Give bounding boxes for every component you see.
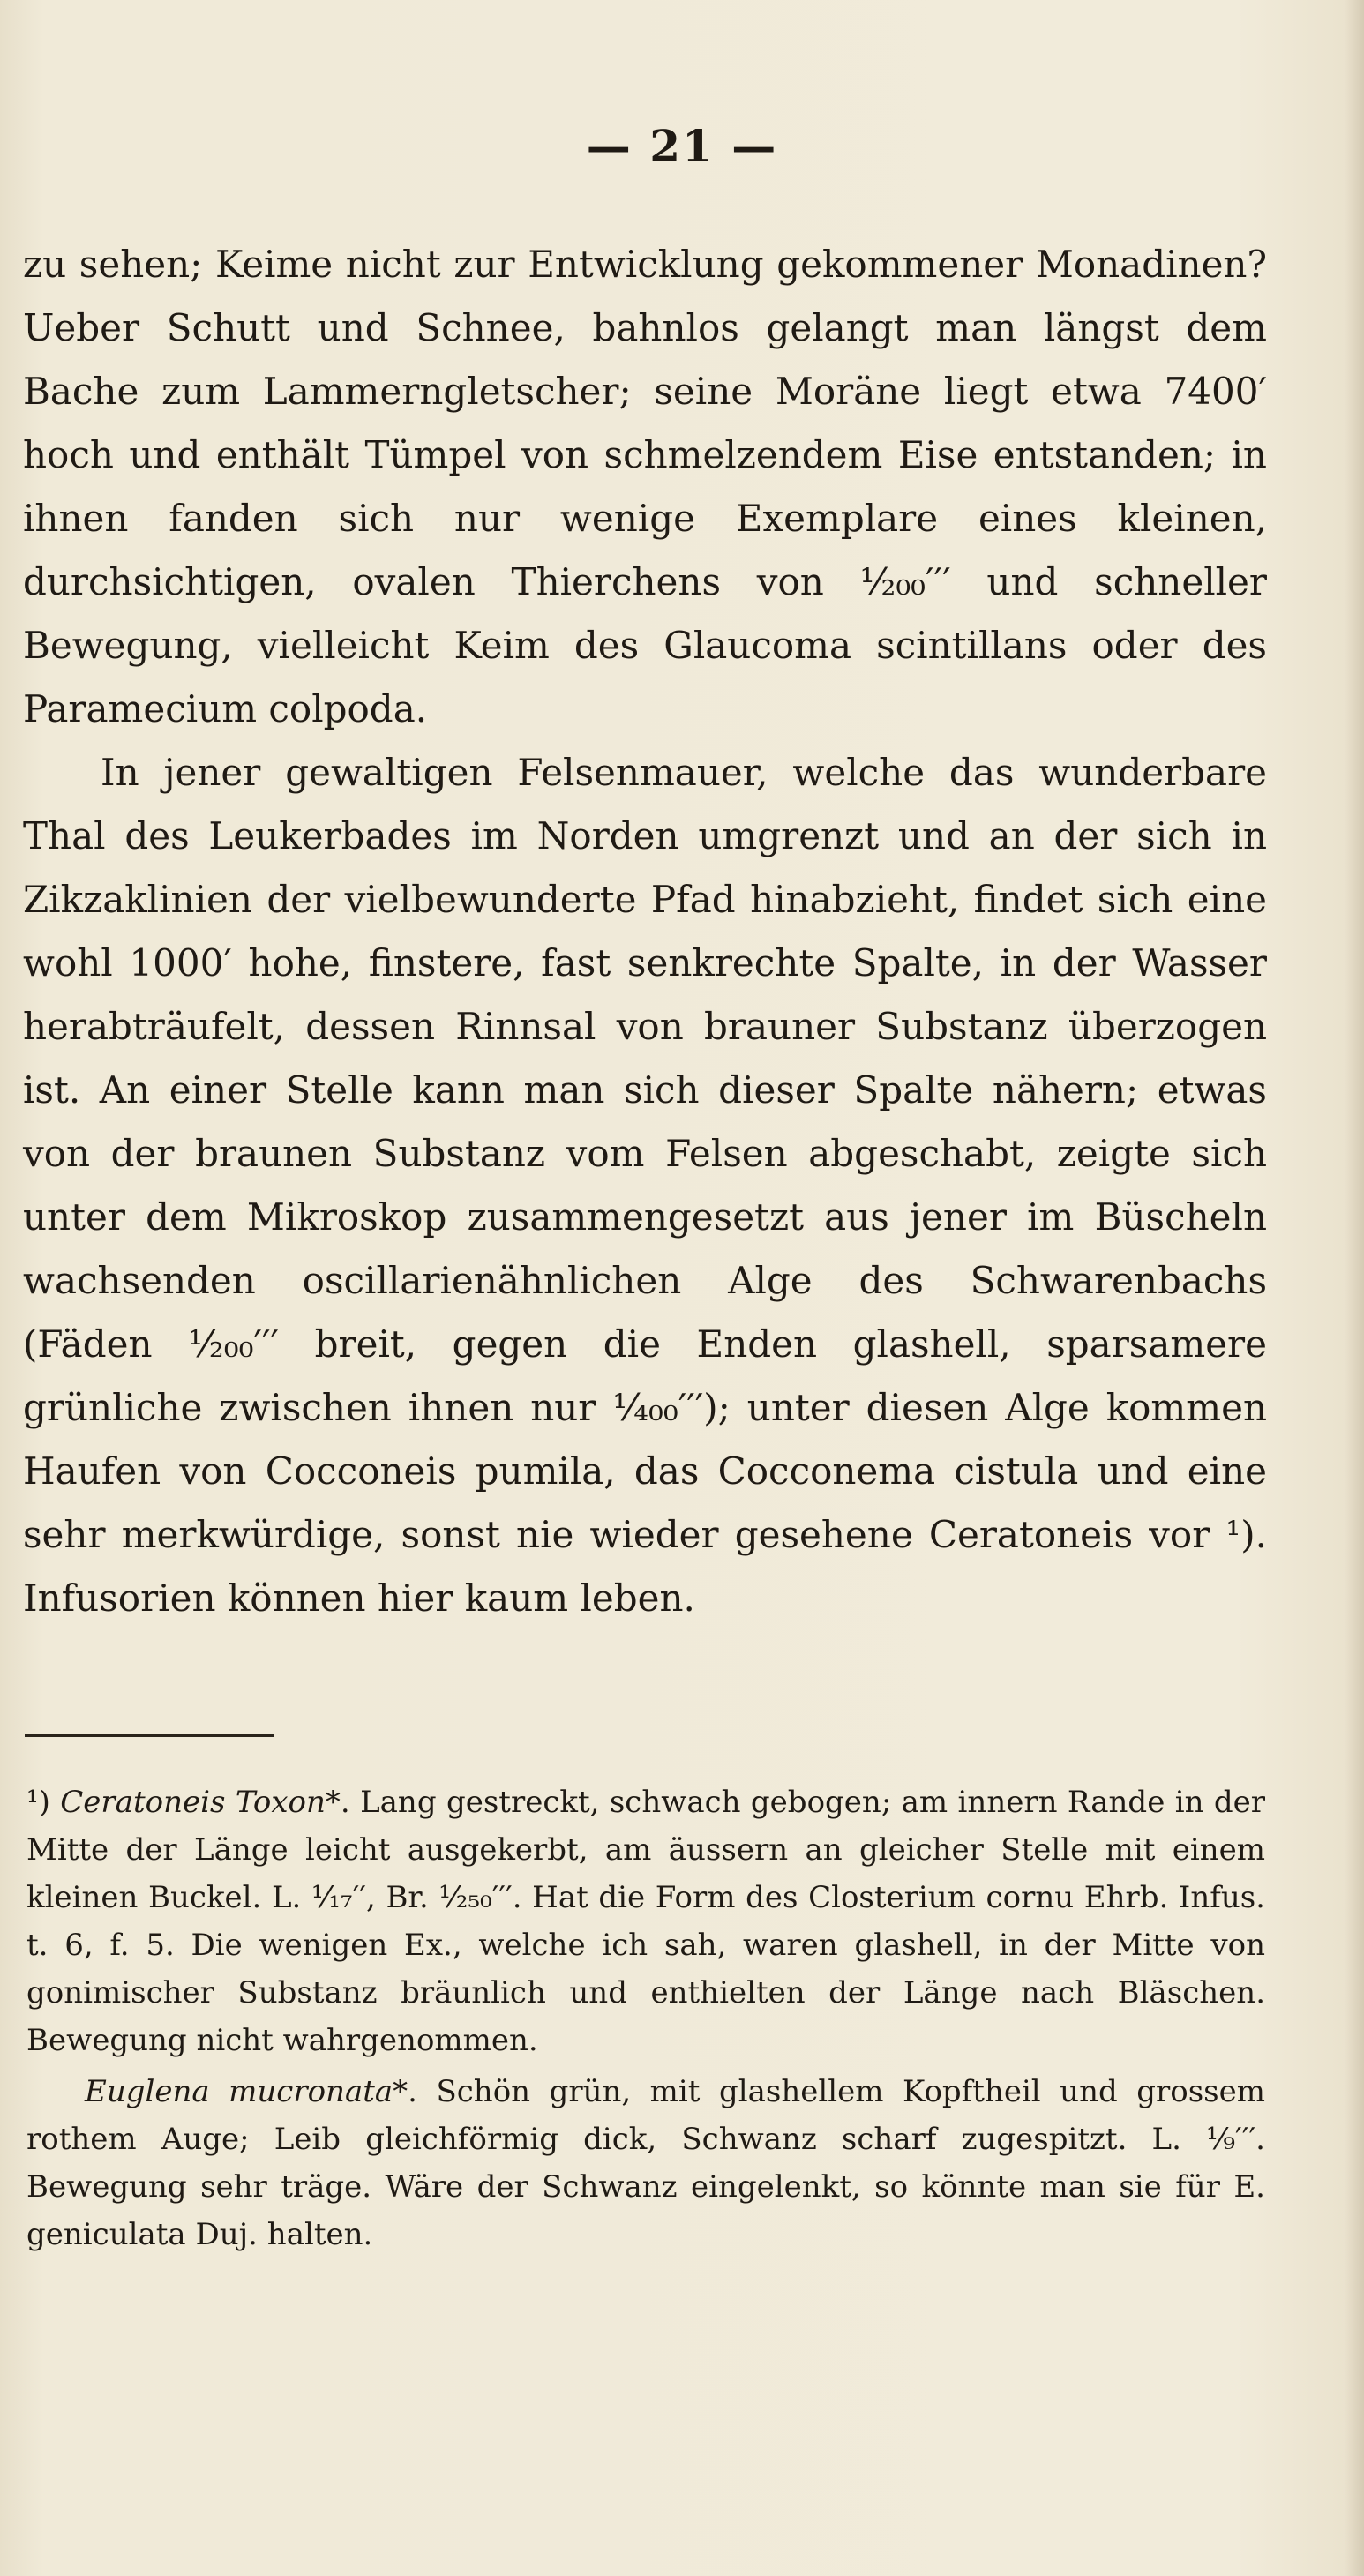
footnote-2-text: *. Schön grün, mit glashellem Kopftheil und grossem rothem Auge; Leib gleichförmig dick, Schwanz scharf zugespitzt. L. ¹⁄₉′′′. Bewegung sehr träge. Wäre der Schwanz eingelenkt, so könnte man sie für E. geniculata Duj. halten. xyxy=(26,2074,1265,2252)
paragraph-1: zu sehen; Keime nicht zur Entwicklung gekommener Monadinen? Ueber Schutt und Schnee, bahnlos gelangt man längst dem Bache zum Lammerngletscher; seine Moräne liegt etwa 7400′ hoch und enthält Tümpel von schmelzendem Eise entstanden; in ihnen fanden sich nur wenige Exemplare eines kleinen, durchsichtigen, ovalen Thierchens von ¹⁄₂₀₀′′′ und schneller Bewegung, vielleicht Keim des Glaucoma scintillans oder des Paramecium colpoda. xyxy=(23,243,1267,730)
footnotes xyxy=(26,1778,1265,2258)
paragraph-2 xyxy=(23,741,1267,1630)
paragraph-2-end: Infusorien können hier kaum leben. xyxy=(23,1576,695,1620)
footnote-2 xyxy=(26,2068,1265,2258)
page-number: — 21 — xyxy=(586,120,778,172)
footnote-1 xyxy=(26,1778,1265,2064)
footnote-2-term: Euglena mucronata xyxy=(85,2074,393,2109)
footnote-1-text: *. Lang gestreckt, schwach gebogen; am innern Rande in der Mitte der Länge leicht ausgekerbt, am äussern an gleicher Stelle mit einem kleinen Buckel. L. ¹⁄₁₇′′, Br. ¹⁄₂₅₀′′′. Hat die Form des Closterium cornu Ehrb. Infus. t. 6, f. 5. Die wenigen Ex., welche ich sah, waren glashell, in der Mitte von gonimischer Substanz bräunlich und enthielten der Länge nach Bläschen. Bewegung nicht wahrgenommen. xyxy=(26,1785,1265,2058)
paragraph-2-text: In jener gewaltigen Felsenmauer, welche das wunderbare Thal des Leukerbades im Norden umgrenzt und an der sich in Zikzaklinien der vielbewunderte Pfad hinabzieht, findet sich eine wohl 1000′ hohe, finstere, fast senkrechte Spalte, in der Wasser herabträufelt, dessen Rinnsal von brauner Substanz überzogen ist. An einer Stelle kann man sich dieser Spalte nähern; etwas von der braunen Substanz vom Felsen abgeschabt, zeigte sich unter dem Mikroskop zusammengesetzt aus jener im Büscheln wachsenden oscillarienähnlichen Alge des Schwarenbachs (Fäden ¹⁄₂₀₀′′′ breit, gegen die Enden glashell, sparsamere grünliche zwischen ihnen nur ¹⁄₄₀₀′′′); unter diesen Alge kommen Haufen von Cocconeis pumila, das Cocconema cistula und eine sehr merkwürdige, sonst nie wieder gesehene Ceratoneis vor ¹). xyxy=(23,751,1267,1556)
footnote-1-marker: ¹) xyxy=(26,1785,50,1820)
footnote-1-term: Ceratoneis Toxon xyxy=(60,1785,326,1820)
page-edge-shadow xyxy=(1345,0,1364,2576)
footnote-separator xyxy=(25,1734,274,1737)
main-text xyxy=(23,233,1267,1630)
